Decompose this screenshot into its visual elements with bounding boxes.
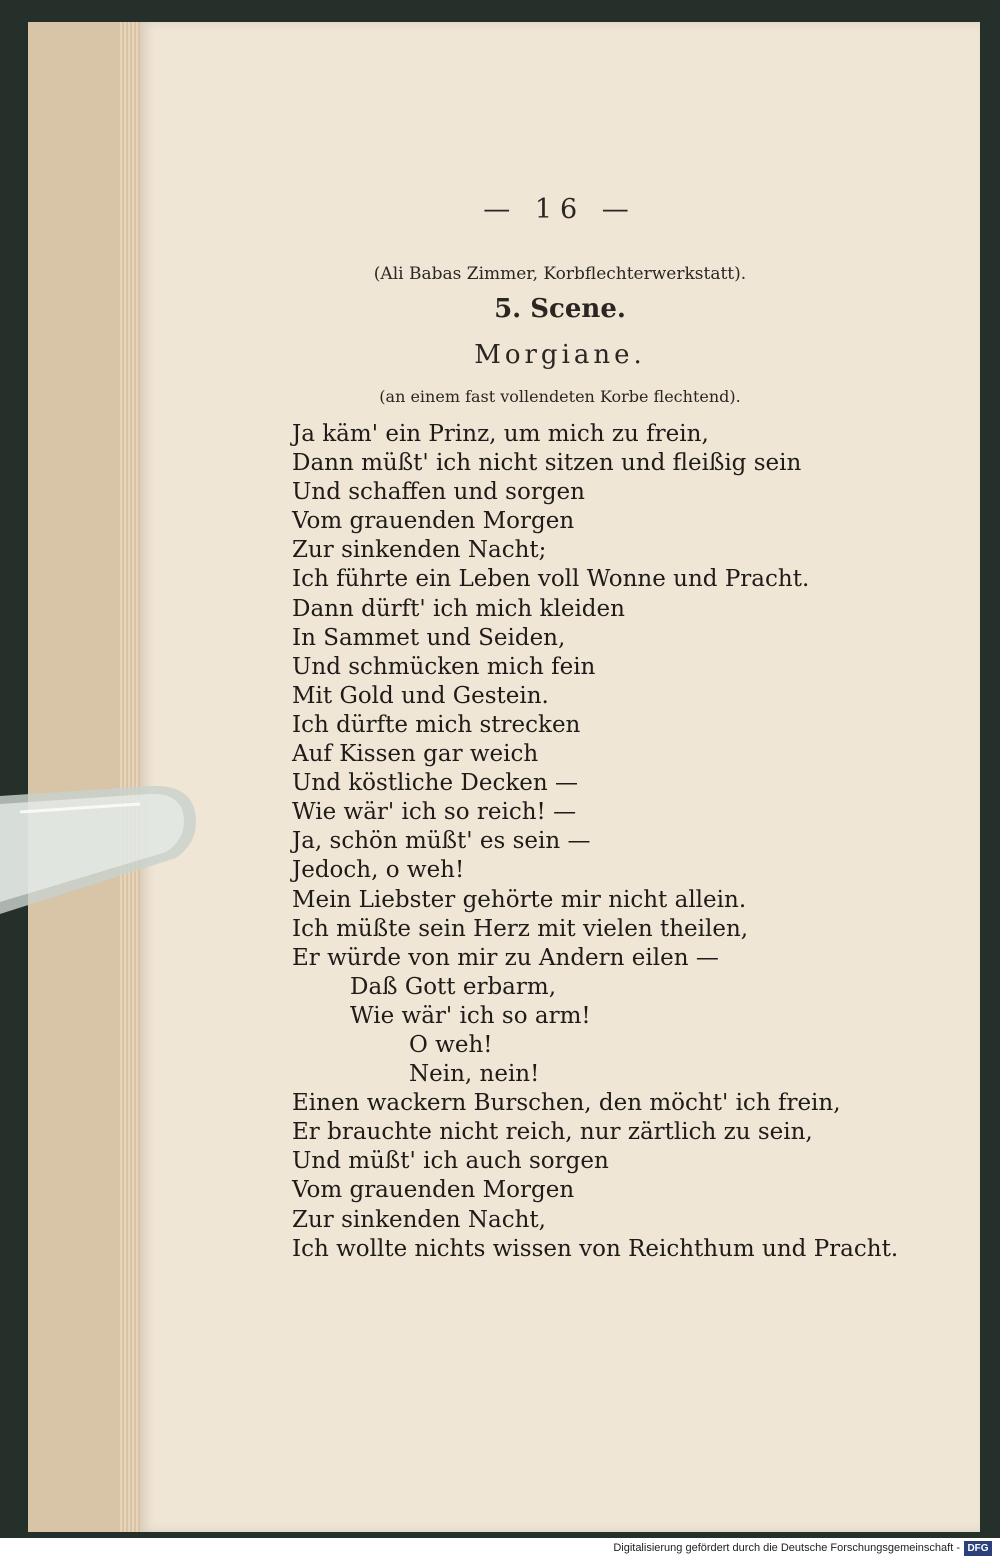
stage-direction: (an einem fast vollendeten Korbe flechtend). xyxy=(379,387,741,406)
verse-line: Mit Gold und Gestein. xyxy=(292,682,549,709)
verse-line: Ja, schön müßt' es sein — xyxy=(292,828,591,855)
verse-line: Ich führte ein Leben voll Wonne und Pracht. xyxy=(292,566,810,593)
verse-block xyxy=(292,420,972,1264)
scene-heading: 5. Scene. xyxy=(494,294,626,324)
verse-line: Dann dürft' ich mich kleiden xyxy=(292,595,625,622)
verse-line: Und schmücken mich fein xyxy=(292,653,596,680)
page-stack-edges xyxy=(120,22,142,1532)
verse-line: Auf Kissen gar weich xyxy=(292,741,539,768)
location-note: (Ali Babas Zimmer, Korbflechterwerkstatt). xyxy=(373,264,747,284)
verse-line: Ich müßte sein Herz mit vielen theilen, xyxy=(292,915,749,942)
verse-line: Und köstliche Decken — xyxy=(292,770,578,797)
verse-line: Wie wär' ich so reich! — xyxy=(292,799,577,826)
verse-line: Zur sinkenden Nacht, xyxy=(292,1206,546,1233)
verse-line: O weh! xyxy=(409,1031,493,1058)
verse-line: Ich dürfte mich strecken xyxy=(292,711,581,738)
verse-line: Dann müßt' ich nicht sitzen und fleißig sein xyxy=(292,450,802,477)
verse-line: Ich wollte nichts wissen von Reichthum und Pracht. xyxy=(292,1235,899,1262)
speaker-name: Morgiane. xyxy=(474,340,646,370)
book-page xyxy=(140,22,980,1532)
verse-line: Daß Gott erbarm, xyxy=(350,973,557,1000)
verse-line: Ja käm' ein Prinz, um mich zu frein, xyxy=(292,421,709,447)
verse-line: Vom grauenden Morgen xyxy=(292,1177,575,1204)
footer-bar xyxy=(0,1538,1000,1560)
verse-line: Vom grauenden Morgen xyxy=(292,508,575,535)
verse-line: Er brauchte nicht reich, nur zärtlich zu sein, xyxy=(292,1119,813,1146)
verse-line: In Sammet und Seiden, xyxy=(292,624,566,651)
verse-line: Wie wär' ich so arm! xyxy=(350,1002,591,1029)
verse-line: Jedoch, o weh! xyxy=(292,857,465,884)
page-holder-clip xyxy=(0,782,198,914)
dfg-logo: DFG xyxy=(964,1541,992,1556)
page-number: — 16 — xyxy=(483,194,637,225)
verse-line: Und müßt' ich auch sorgen xyxy=(292,1148,609,1175)
verse-line: Nein, nein! xyxy=(409,1061,540,1088)
funding-credit: Digitalisierung gefördert durch die Deutsche Forschungsgemeinschaft - xyxy=(613,1542,960,1554)
verse-line: Zur sinkenden Nacht; xyxy=(292,537,547,564)
verse-line: Einen wackern Burschen, den möcht' ich frein, xyxy=(292,1090,841,1117)
verse-line: Er würde von mir zu Andern eilen — xyxy=(292,944,719,971)
verse-line: Mein Liebster gehörte mir nicht allein. xyxy=(292,886,747,913)
verse-line: Und schaffen und sorgen xyxy=(292,479,585,506)
